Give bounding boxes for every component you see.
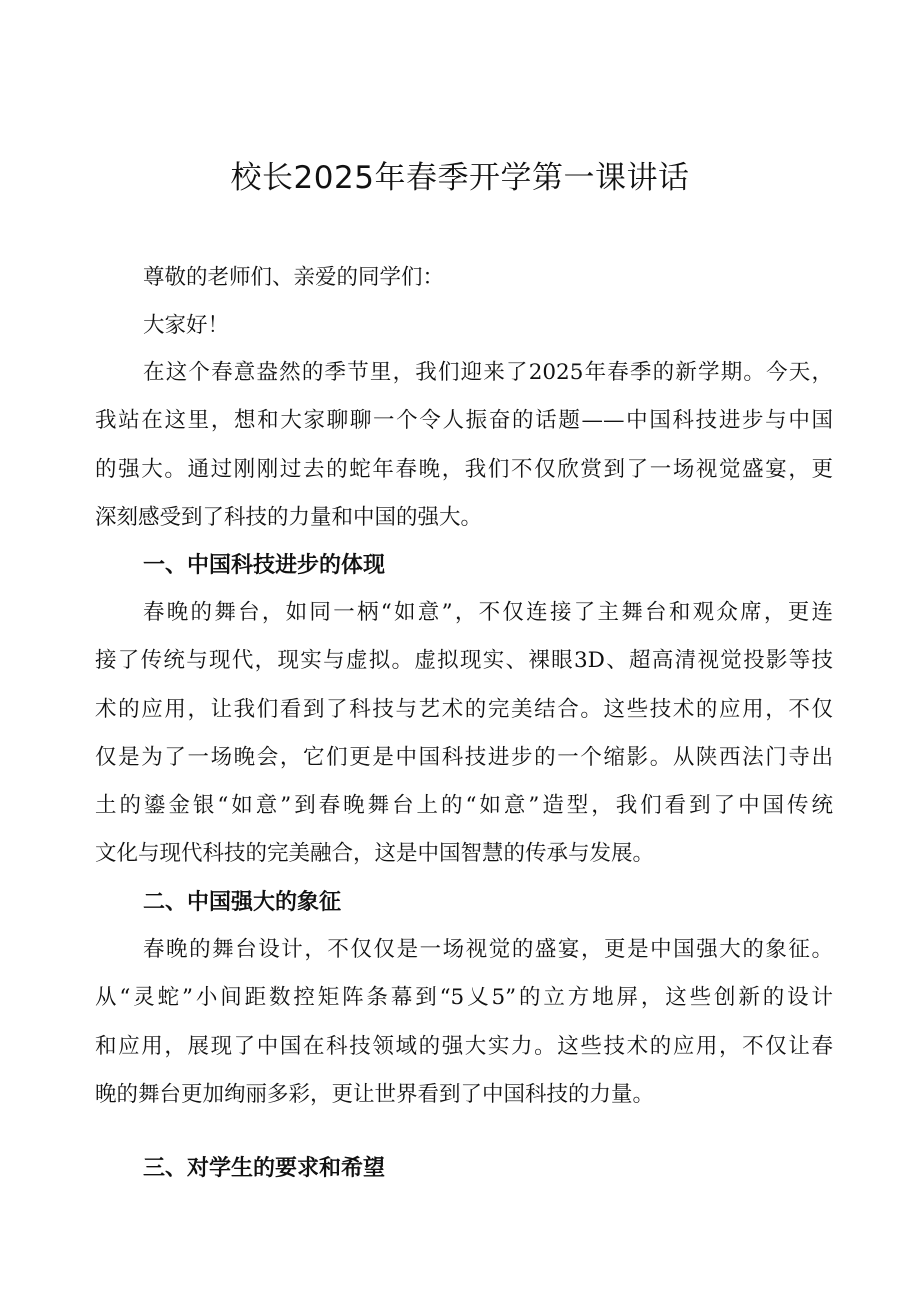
paragraph-line: 从“灵蛇”小间距数控矩阵条幕到“5乂5”的立方地屏，这些创新的设计: [95, 985, 833, 1010]
section-heading-3: 三、对学生的要求和希望: [143, 1156, 386, 1181]
paragraph-line: 深刻感受到了科技的力量和中国的强大。: [95, 505, 483, 530]
paragraph-line: 春晚的舞台设计，不仅仅是一场视觉的盛宴，更是中国强大的象征。: [143, 937, 833, 962]
paragraph-line: 接了传统与现代，现实与虚拟。虚拟现实、裸眼3D、超高清视觉投影等技: [95, 648, 833, 673]
paragraph-line: 和应用，展现了中国在科技领域的强大实力。这些技术的应用，不仅让春: [95, 1034, 833, 1059]
paragraph-line: 仅是为了一场晚会，它们更是中国科技进步的一个缩影。从陕西法门寺出: [95, 745, 833, 770]
paragraph-line: 晚的舞台更加绚丽多彩，更让世界看到了中国科技的力量。: [95, 1082, 655, 1107]
paragraph-line: 土的鎏金银“如意”到春晚舞台上的“如意”造型，我们看到了中国传统: [95, 793, 833, 818]
document-title: 校长2025年春季开学第一课讲话: [230, 160, 690, 196]
paragraph-line: 文化与现代科技的完美融合，这是中国智慧的传承与发展。: [95, 841, 655, 866]
paragraph-line: 术的应用，让我们看到了科技与艺术的完美结合。这些技术的应用，不仅: [95, 697, 833, 722]
paragraph-line: 春晚的舞台，如同一柄“如意”，不仅连接了主舞台和观众席，更连: [143, 600, 833, 625]
section-heading-1: 一、中国科技进步的体现: [143, 553, 386, 578]
paragraph-line: 在这个春意盎然的季节里，我们迎来了2025年春季的新学期。今天，: [143, 360, 833, 385]
paragraph-line: 我站在这里，想和大家聊聊一个令人振奋的话题——中国科技进步与中国: [95, 408, 833, 433]
salutation: 尊敬的老师们、亲爱的同学们：: [143, 265, 445, 290]
paragraph-line: 的强大。通过刚刚过去的蛇年春晚，我们不仅欣赏到了一场视觉盛宴，更: [95, 457, 833, 482]
section-heading-2: 二、中国强大的象征: [143, 890, 342, 915]
greeting: 大家好！: [143, 313, 230, 338]
